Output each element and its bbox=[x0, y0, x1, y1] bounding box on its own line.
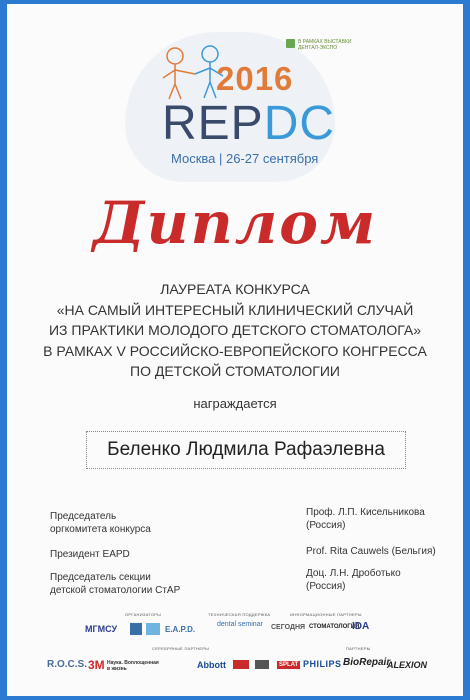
signatory-right-1 bbox=[306, 506, 425, 532]
subtitle-line: В РАМКАХ V РОССИЙСКО-ЕВРОПЕЙСКОГО КОНГРЕССА bbox=[43, 342, 427, 359]
diploma-sheet bbox=[7, 4, 463, 696]
exhibit-line1: В РАМКАХ ВЫСТАВКИ bbox=[298, 39, 352, 45]
signatory-title: Президент EAPD bbox=[50, 549, 130, 560]
subtitle-line: «НА САМЫЙ ИНТЕРЕСНЫЙ КЛИНИЧЕСКИЙ СЛУЧАЙ bbox=[56, 301, 414, 318]
signatory-left-3 bbox=[50, 571, 180, 597]
signatory-name: Доц. Л.Н. Дроботько bbox=[306, 568, 401, 579]
signatory-name: (Россия) bbox=[306, 581, 346, 592]
partners-label: ПАРТНЕРЫ bbox=[346, 646, 371, 651]
event-place-date: Москва | 26-27 сентября bbox=[171, 151, 319, 166]
signatory-right-2 bbox=[306, 545, 436, 558]
diploma-title: Диплом bbox=[92, 189, 378, 257]
dental-seminar-logo: dental seminar bbox=[217, 621, 263, 628]
signatory-left-1 bbox=[50, 510, 151, 536]
exhibition-badge bbox=[286, 39, 351, 51]
event-logo bbox=[162, 96, 335, 151]
philips-logo: PHILIPS bbox=[303, 659, 342, 669]
signatory-title: Председатель секции bbox=[50, 572, 151, 583]
alexion-logo: ALEXION bbox=[387, 660, 428, 670]
tech-support-label: ТЕХНИЧЕСКАЯ ПОДДЕРЖКА bbox=[208, 612, 271, 617]
partner-emblem-icon bbox=[233, 660, 249, 669]
exhibit-line2: ДЕНТАЛ-ЭКСПО bbox=[298, 45, 338, 51]
rocs-logo: R.O.C.S. bbox=[47, 659, 88, 670]
subtitle-line: ЛАУРЕАТА КОНКУРСА bbox=[160, 281, 310, 297]
award-description bbox=[7, 279, 463, 382]
mgmsu-logo: МГМСУ bbox=[85, 624, 118, 634]
3m-logo: 3M bbox=[88, 658, 105, 672]
abbott-logo: Abbott bbox=[197, 660, 226, 670]
subtitle-line: ИЗ ПРАКТИКИ МОЛОДОГО ДЕТСКОГО СТОМАТОЛОГА» bbox=[48, 322, 421, 338]
stomatologia-logo: СТОМАТОЛОГИЯ bbox=[309, 624, 360, 630]
event-year: 2016 bbox=[216, 60, 294, 97]
recipient-name: Беленко Людмила Рафаэлевна bbox=[86, 431, 406, 469]
signatory-title: Председатель bbox=[50, 511, 117, 522]
ida-logo: IDA bbox=[352, 621, 370, 632]
dental-expo-icon bbox=[286, 39, 295, 48]
emblem-icon bbox=[130, 623, 142, 635]
signatory-left-2 bbox=[50, 548, 130, 561]
eapd-logo: E.A.P.D. bbox=[165, 625, 196, 634]
subtitle-line: ПО ДЕТСКОЙ СТОМАТОЛОГИИ bbox=[130, 363, 340, 379]
signatory-name: Prof. Rita Cauwels (Бельгия) bbox=[306, 546, 436, 557]
emblem-icon bbox=[146, 623, 160, 635]
logo-rep: REP bbox=[162, 97, 264, 150]
info-partners-label: ИНФОРМАЦИОННЫЕ ПАРТНЕРЫ bbox=[290, 612, 362, 617]
partner-emblem-icon bbox=[255, 660, 269, 669]
organizers-label: ОРГАНИЗАТОРЫ bbox=[125, 612, 162, 617]
signatory-right-3 bbox=[306, 567, 401, 593]
awarded-label: награждается bbox=[193, 396, 277, 411]
signatory-name: (Россия) bbox=[306, 520, 346, 531]
biorepair-logo: BioRepair bbox=[343, 657, 391, 668]
splat-logo: SPLAT bbox=[279, 662, 299, 668]
silver-partners-label: СЕРЕБРЯНЫЕ ПАРТНЕРЫ bbox=[152, 646, 210, 651]
signatory-name: Проф. Л.П. Кисельникова bbox=[306, 507, 425, 518]
signatory-title: детской стоматологии СтАР bbox=[50, 585, 181, 596]
3m-tagline: Наука. Воплощенная в жизнь bbox=[107, 660, 159, 672]
logo-dc: DC bbox=[263, 97, 336, 150]
segodnya-logo: СЕГОДНЯ bbox=[271, 624, 306, 631]
signatory-title: оргкомитета конкурса bbox=[50, 524, 151, 535]
